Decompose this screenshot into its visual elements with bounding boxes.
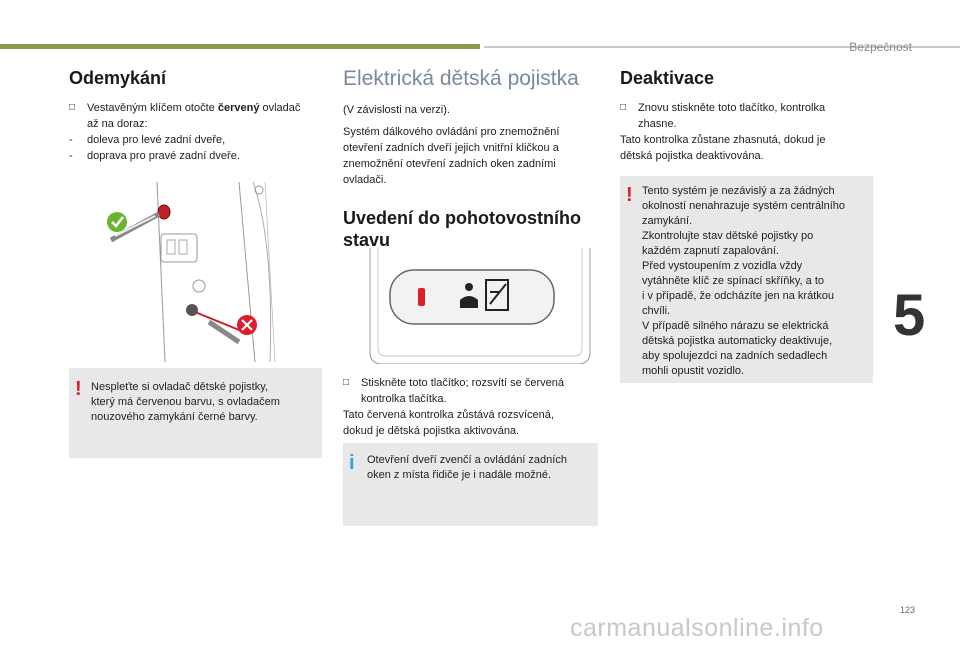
bullet-text: až na doraz: <box>87 118 148 130</box>
version-note: (V závislosti na verzi). <box>343 104 450 116</box>
activation-instructions: □ Stiskněte toto tlačítko; rozsvítí se červená kontrolka tlačítka. Tato červená kontrolka zůstává rozsvícená, dokud je dětská pojistka aktivována. <box>343 375 598 439</box>
warning-box <box>620 176 873 383</box>
bullet-marker-icon: □ <box>69 102 76 113</box>
info-icon: i <box>349 452 355 474</box>
dash-item: - doleva pro levé zadní dveře, <box>69 134 226 146</box>
intro-paragraph: Systém dálkového ovládání pro znemožnění otevření zadních dveří jejich vnitřní kličkou a znemožnění otevření zadních oken zadními ovladači. <box>343 126 560 186</box>
bullet-marker-icon: □ <box>343 377 350 388</box>
warning-text: Nespleťte si ovladač dětské pojistky, který má červenou barvu, s ovladačem nouzového zamykání černé barvy. <box>91 381 280 423</box>
bullet-item <box>69 100 329 132</box>
info-text: Otevření dveří zvenčí a ovládání zadních oken z místa řidiče je i nadále možné. <box>367 454 567 481</box>
section-label: Bezpečnost <box>849 40 912 54</box>
dash-item: - doprava pro pravé zadní dveře. <box>69 150 240 162</box>
warning-icon: ! <box>75 378 82 400</box>
bullet-item: □ Stiskněte toto tlačítko; rozsvítí se červená kontrolka tlačítka. <box>343 377 564 405</box>
section-title-child-lock: Elektrická dětská pojistka <box>343 67 579 90</box>
deactivation-instructions: □ Znovu stiskněte toto tlačítko, kontrolka zhasne. Tato kontrolka zůstane zhasnutá, dokud je dětská pojistka deaktivována. <box>620 100 875 164</box>
warning-box <box>69 368 322 458</box>
warning-icon: ! <box>626 184 633 206</box>
bold-keyword: červený <box>217 102 260 114</box>
watermark: carmanualsonline.info <box>570 614 824 642</box>
bullet-text: ovladač <box>259 102 301 114</box>
section-title-deactivation: Deaktivace <box>620 68 715 88</box>
page-number: 123 <box>900 605 916 615</box>
warning-text: Tento systém je nezávislý a za žádných okolností nenahrazuje systém centrálního zamykání. Zkontrolujte stav dětské pojistky po každém zapnutí zapalování. Před vystoupením z vozidla vždy vytáhněte klíč ze spínací skříňky, a to i v případě, že odcházíte jen na krátkou chvíli. V případě silného nárazu se elektrická dětská pojistka automaticky deaktivuje, aby spolujezdci na zadních sedadlech mohli opustit vozidlo. <box>642 185 846 377</box>
info-box <box>343 443 598 526</box>
child-lock-button-illustration <box>368 248 592 364</box>
bullet-marker-icon: □ <box>620 102 627 113</box>
door-lock-illustration <box>69 182 322 362</box>
chapter-number: 5 <box>893 283 926 348</box>
header-accent-bar <box>0 44 480 49</box>
unlock-instructions <box>69 100 329 164</box>
section-title-activation: Uvedení do pohotovostního stavu <box>343 208 581 250</box>
bullet-item: □ Znovu stiskněte toto tlačítko, kontrolka zhasne. <box>620 102 826 130</box>
bullet-text: Vestavěným klíčem otočte <box>87 102 218 114</box>
section-title-unlocking: Odemykání <box>69 68 167 88</box>
